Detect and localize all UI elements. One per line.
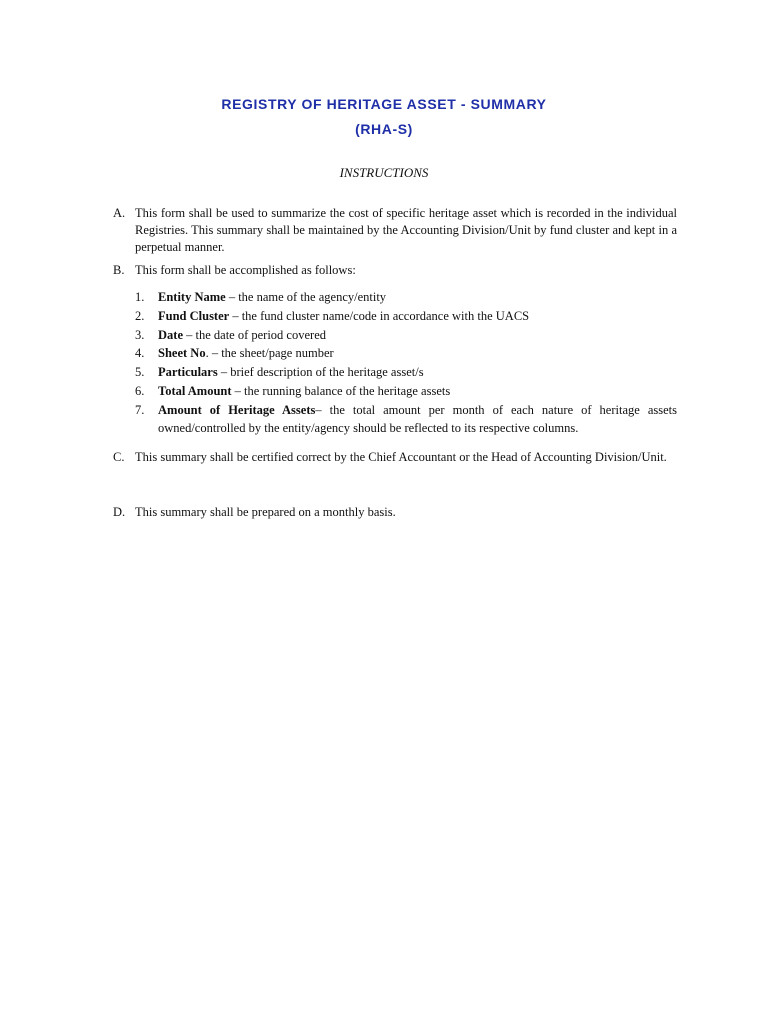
document-title: REGISTRY OF HERITAGE ASSET - SUMMARY	[221, 96, 547, 112]
list-item	[135, 288, 677, 307]
list-item	[135, 401, 677, 437]
list-item-number: 3.	[135, 327, 145, 342]
list-item-description: – the date of period covered	[183, 327, 326, 342]
list-item-term: Fund Cluster	[158, 308, 230, 323]
section-d-text: This summary shall be prepared on a monthly basis.	[135, 505, 396, 519]
list-item-description: – brief description of the heritage asset/s	[217, 365, 424, 380]
section-b-text: This form shall be accomplished as follows:	[135, 263, 356, 277]
section-a-text: This form shall be used to summarize the cost of specific heritage asset which is recorded in the individual Registries. This summary shall be maintained by the Accounting Division/Unit by fund cluster and kept in a perpetual manner.	[135, 206, 677, 254]
instructions-heading: INSTRUCTIONS	[339, 165, 429, 180]
list-item-number: 7.	[135, 402, 145, 417]
list-item-term: Sheet No	[158, 346, 206, 361]
list-item	[135, 344, 677, 363]
list-item-description: – the fund cluster name/code in accordance with the UACS	[229, 308, 530, 323]
section-a-letter: A.	[113, 206, 126, 220]
list-item-description: – the name of the agency/entity	[225, 290, 387, 304]
list-item-description: – the running balance of the heritage assets	[231, 383, 451, 398]
list-item-number: 5.	[135, 365, 145, 380]
list-item-description: . – the sheet/page number	[205, 346, 334, 361]
list-item	[135, 307, 677, 326]
list-item-number: 2.	[135, 308, 145, 323]
list-item-number: 1.	[135, 290, 145, 304]
field-list	[135, 288, 677, 437]
document-subtitle-code: (RHA-S)	[355, 121, 413, 137]
section-b	[113, 262, 677, 279]
list-item-term: Particulars	[158, 365, 218, 380]
list-item-term: Total Amount	[158, 383, 232, 398]
list-item	[135, 382, 677, 401]
list-item	[135, 363, 677, 382]
section-d	[113, 504, 677, 521]
list-item-number: 4.	[135, 346, 145, 361]
list-item-term: Date	[158, 327, 183, 342]
list-item	[135, 326, 677, 345]
section-b-letter: B.	[113, 263, 125, 277]
list-item-number: 6.	[135, 383, 145, 398]
section-a	[113, 205, 677, 256]
section-c-text: This summary shall be certified correct by the Chief Accountant or the Head of Accounting Division/Unit.	[135, 450, 667, 464]
section-d-letter: D.	[113, 505, 126, 519]
list-item-term: Entity Name	[158, 290, 226, 304]
list-item-description: – the total amount per month of each nature of heritage assets owned/controlled by the entity/agency should be reflected to its respective columns.	[158, 402, 677, 435]
section-c	[113, 449, 677, 466]
section-c-letter: C.	[113, 450, 125, 464]
list-item-term: Amount of Heritage Assets	[158, 402, 316, 417]
